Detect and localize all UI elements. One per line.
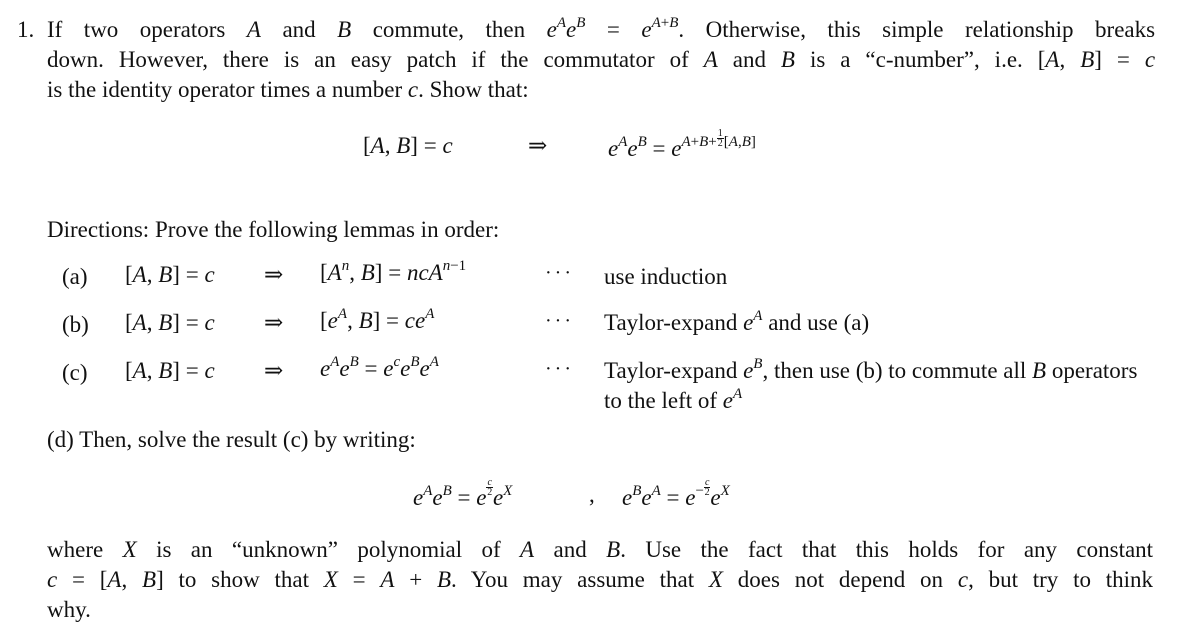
lemma-b-hint: Taylor-expand $e^A$ and use (a): [604, 308, 870, 335]
problem-line-1: If two operators A and B commute, then $e^Ae^B = e^{A+B}$. Otherwise, this simple relationship breaks: [47, 15, 1156, 42]
lemma-a-label: (a): [62, 264, 88, 289]
part-d-comma: ,: [589, 482, 595, 507]
lemma-a-dots: ···: [545, 262, 574, 284]
closing-line-1: where X is an “unknown” polynomial of A and B. Use the fact that this holds for any constant: [47, 537, 1154, 562]
directions-heading: Directions: Prove the following lemmas in order:: [47, 217, 500, 242]
main-equation-lhs: [A, B] = c: [363, 133, 453, 158]
lemma-a-hint: use induction: [604, 264, 728, 289]
lemma-c-label: (c): [62, 360, 88, 385]
lemma-b-result: [$e^A$, $B] = ce^A$: [320, 306, 435, 333]
lemma-c-premise: [A, B] = c: [125, 358, 215, 383]
lemma-b-dots: ···: [545, 310, 574, 332]
part-d-equation-1: $e^Ae^B = e$ $^{\frac{c}{2}}$ $e^X$: [413, 477, 513, 510]
problem-line-2: down. However, there is an easy patch if the commutator of A and B is a “c-number”, i.e. [A, B] = c: [47, 47, 1156, 72]
lemma-c-implies: ⇒: [264, 358, 284, 383]
lemma-c-result: $e^Ae^B = e^ce^Be^A$: [320, 354, 439, 381]
part-d-equation-2: $e^Be^A = e^{- \frac{c}{2}}$ $e^X$: [622, 477, 730, 510]
problem-line-3: is the identity operator times a number c. Show that:: [47, 77, 529, 102]
part-d-text: (d) Then, solve the result (c) by writing:: [47, 427, 416, 452]
lemma-c-hint: Taylor-expand $e^B$, then use (b) to commute all B operators to the left of $e^A$: [604, 356, 1138, 413]
main-equation-rhs: $e^Ae^B = e^{A+B+ \frac{1}{2} [A,B]}$: [608, 128, 756, 161]
closing-line-2: c = [A, B] to show that X = A + B. You may assume that X does not depend on c, but try to think: [47, 567, 1154, 592]
problem-number: 1.: [17, 17, 35, 42]
closing-line-3: why.: [47, 597, 91, 622]
lemma-b-implies: ⇒: [264, 310, 284, 335]
lemma-b-premise: [A, B] = c: [125, 310, 215, 335]
lemma-a-implies: ⇒: [264, 262, 284, 287]
lemma-a-result: [$A^n$, B] = ncA$^{n-1}$: [320, 258, 467, 285]
main-equation-implies: ⇒: [528, 133, 548, 158]
lemma-a-premise: [A, B] = c: [125, 262, 215, 287]
lemma-c-dots: ···: [545, 358, 574, 380]
lemma-b-label: (b): [62, 312, 89, 337]
